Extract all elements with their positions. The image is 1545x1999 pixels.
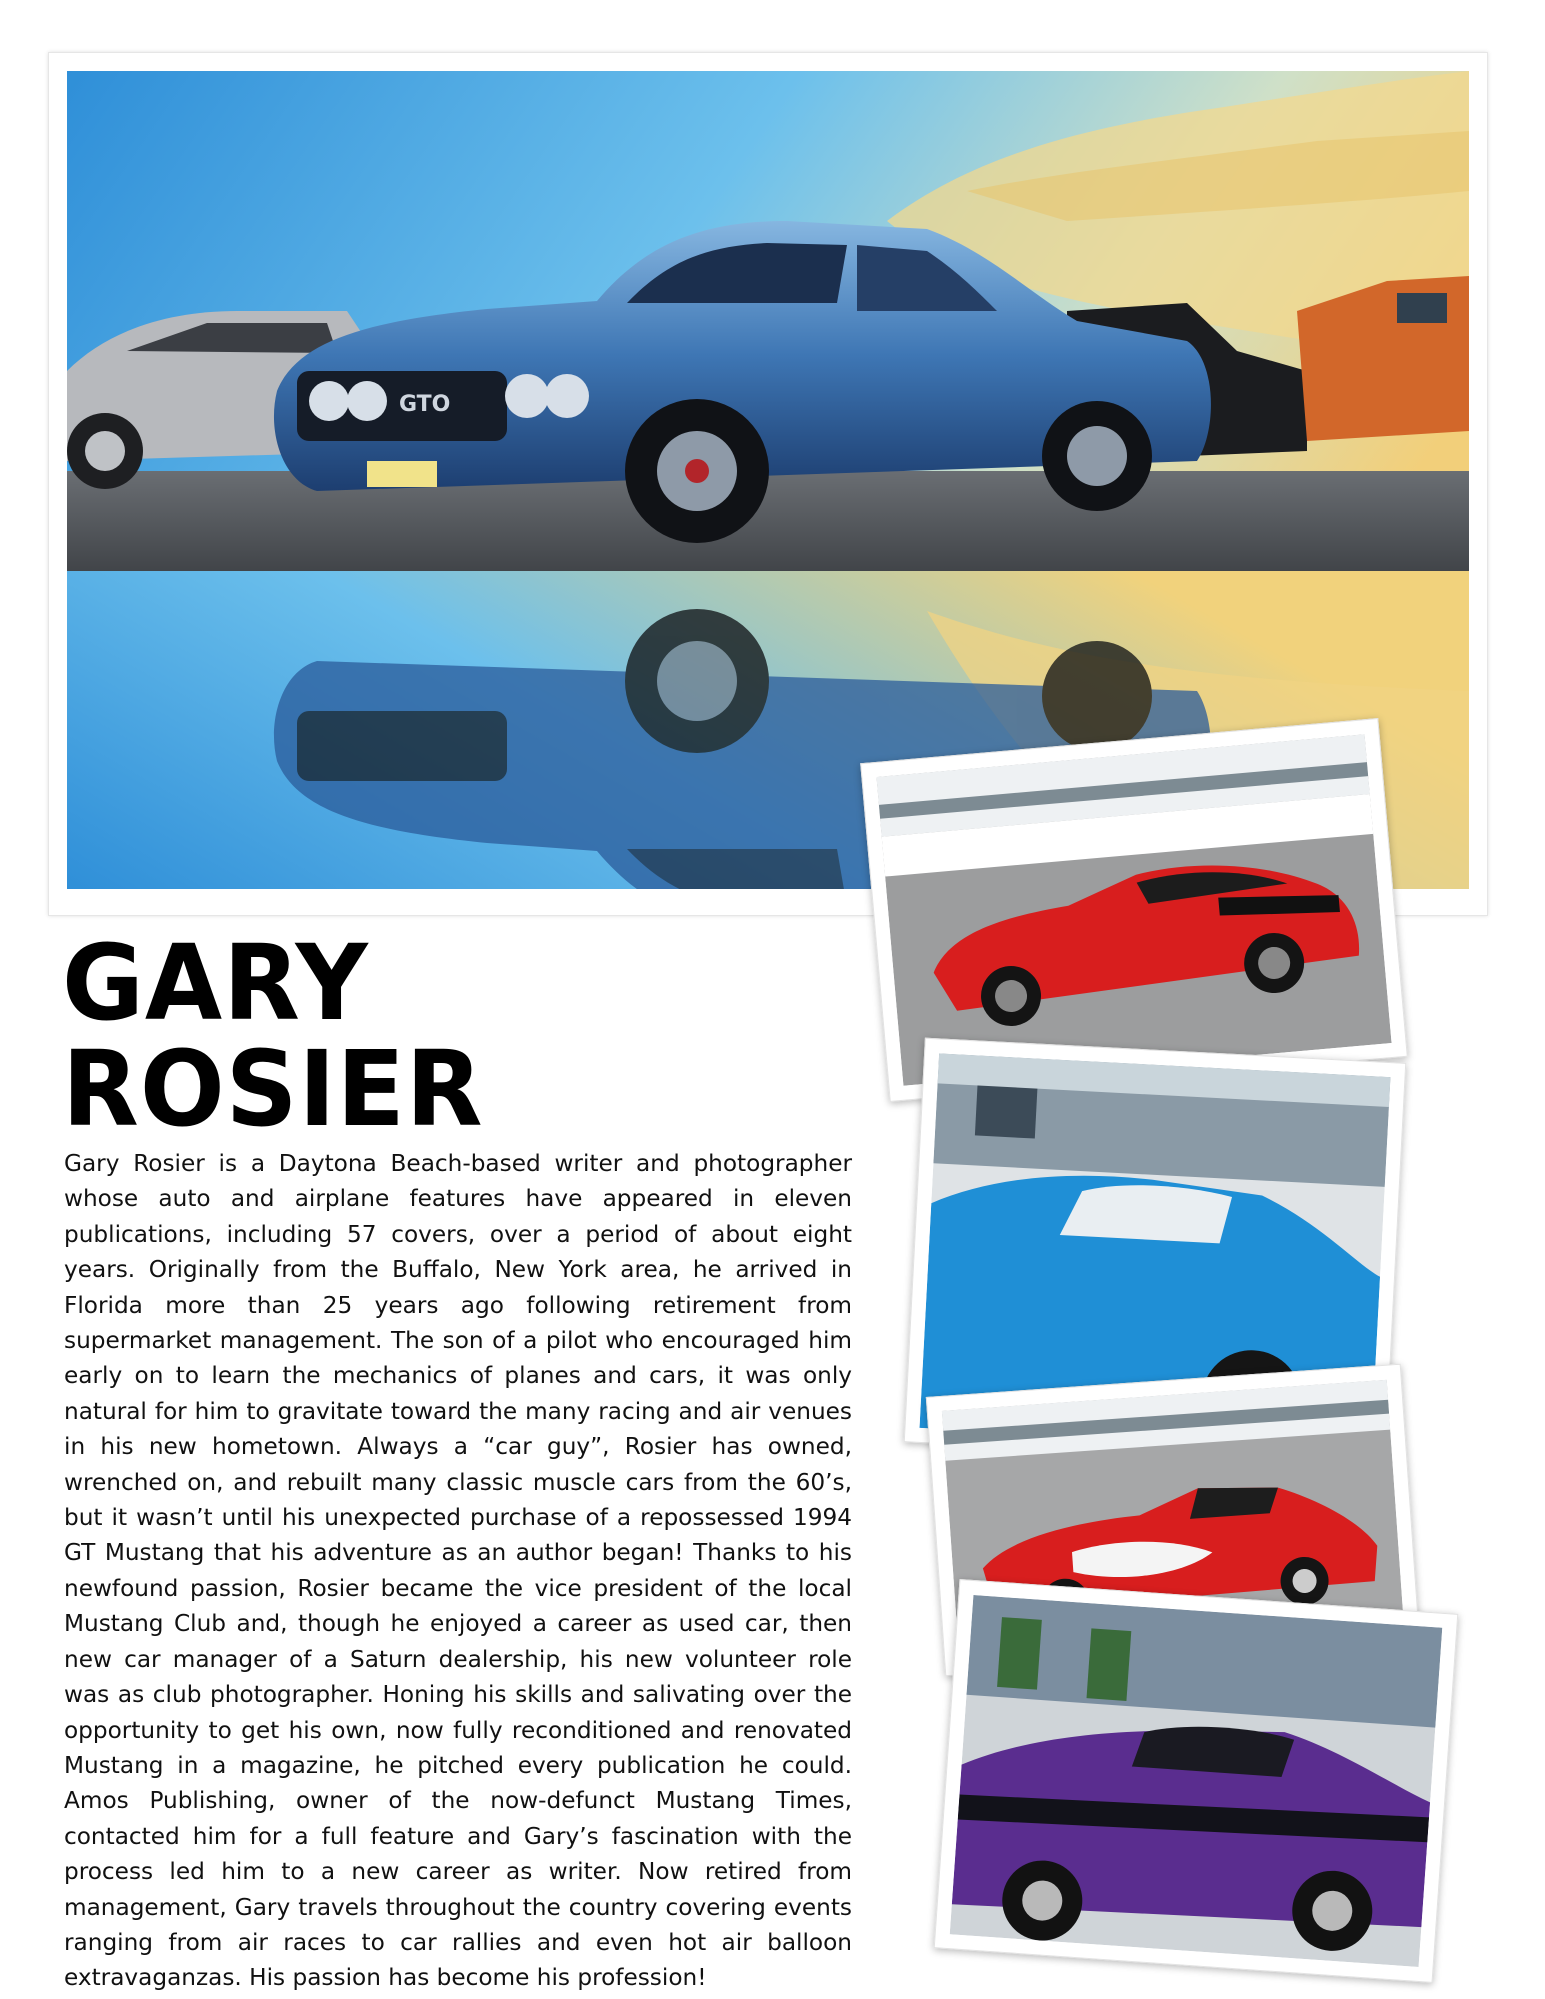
photo-card-purple-challenger xyxy=(934,1579,1459,1983)
purple-challenger-image xyxy=(950,1595,1443,1967)
article-title xyxy=(62,922,484,1150)
red-mustang-image xyxy=(876,734,1391,1086)
author-bio: Gary Rosier is a Daytona Beach-based writer and photographer whose auto and airplane features have appeared in eleven publications, including 57 covers, over a period of about eight years. Originally from the Buffalo, New York area, he arrived in Florida more than 25 years ago following retirement from supermarket management. The son of a pilot who encouraged him early on to learn the mechanics of planes and cars, it was only natural for him to gravitate toward the many racing and air venues in his new hometown. Always a “car guy”, Rosier has owned, wrenched on, and rebuilt many classic muscle cars from the 60’s, but it wasn’t until his unexpected purchase of a repossessed 1994 GT Mustang that his adventure as an author began! Thanks to his newfound passion, Rosier became the vice president of the local Mustang Club and, though he enjoyed a career as used car, then new car manager of a Saturn dealership, his new volunteer role was as club photographer. Honing his skills and salivating over the opportunity to get his own, now fully reconditioned and renovated Mustang in a magazine, he pitched every publication he could. Amos Publishing, owner of the now-defunct Mustang Times, contacted him for a full feature and Gary’s fascination with the process led him to a new career as writer. Now retired from management, Gary travels throughout the country covering events ranging from air races to car rallies and even hot air balloon extravaganzas. His passion has become his profession! xyxy=(64,1150,852,1992)
title-line-2: ROSIER xyxy=(62,1028,484,1150)
title-line-1: GARY xyxy=(62,922,369,1044)
hero-grille-badge: GTO xyxy=(399,392,451,417)
